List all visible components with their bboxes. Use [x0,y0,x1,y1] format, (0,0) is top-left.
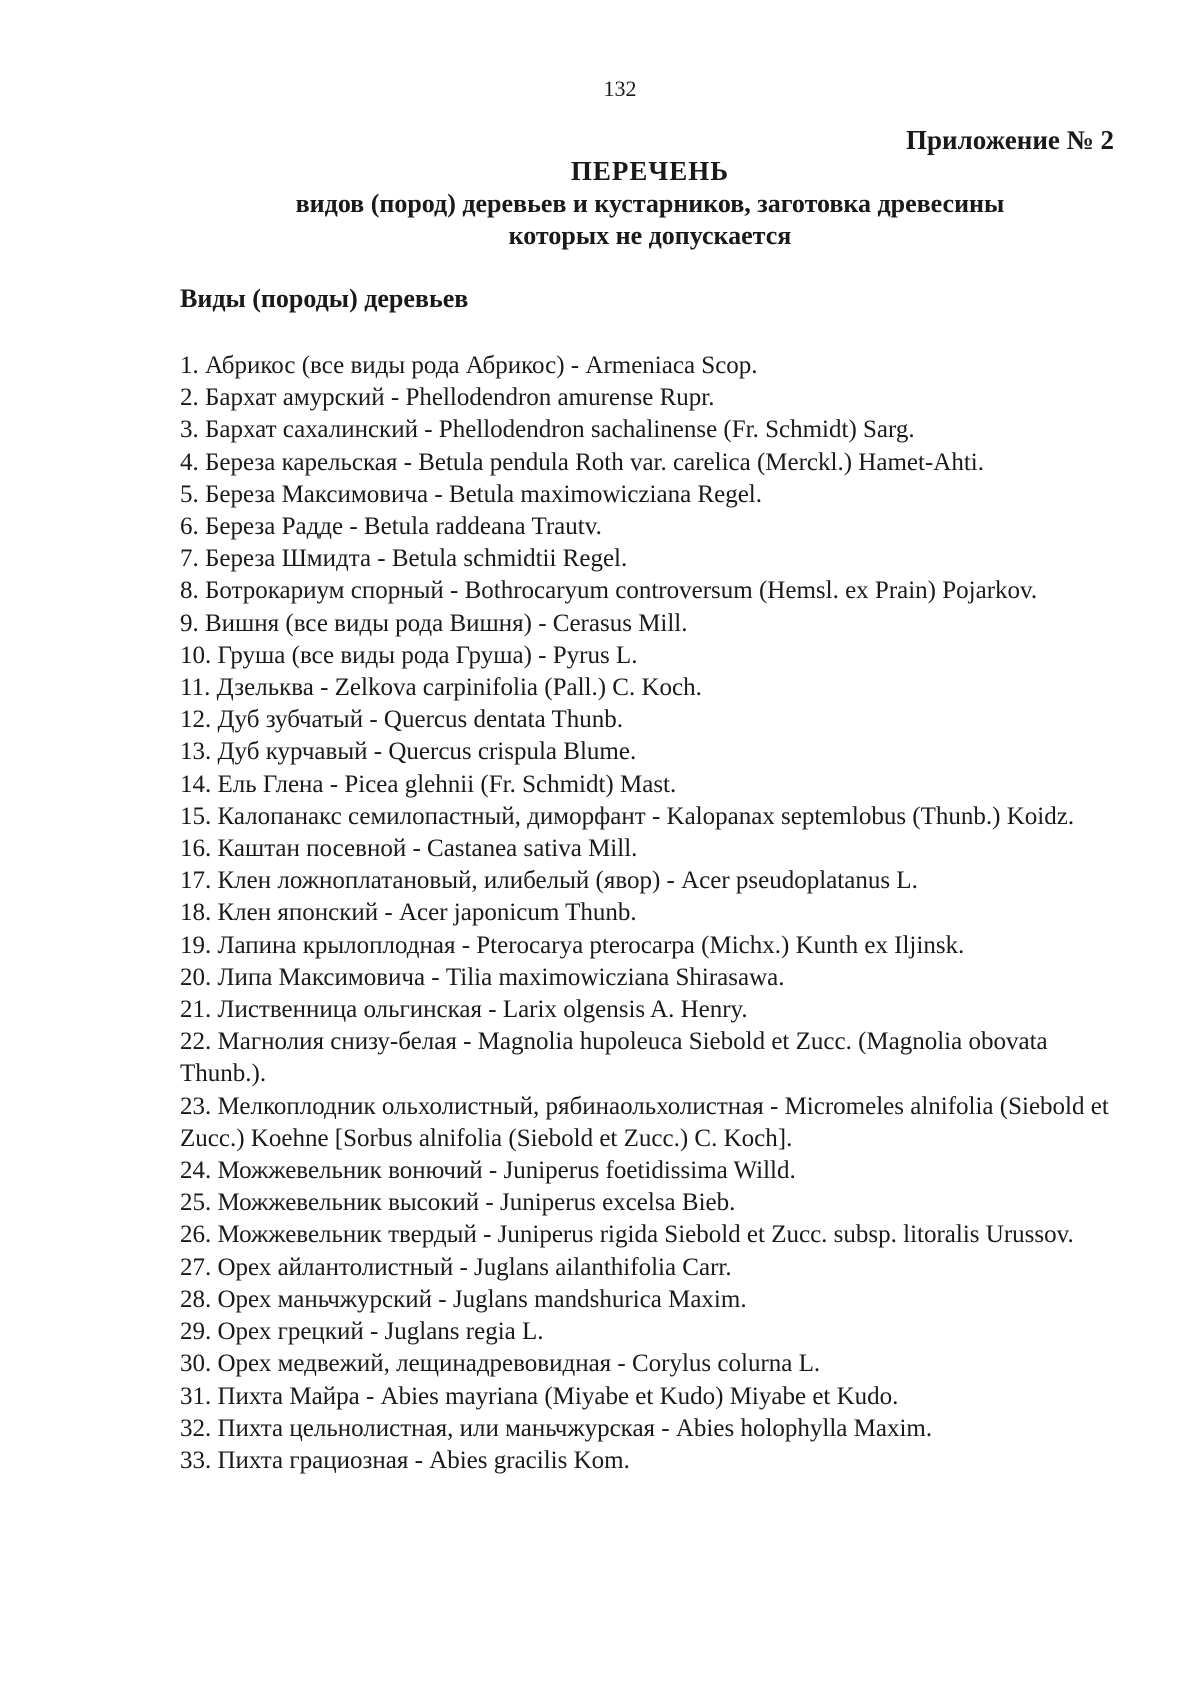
list-item: 13. Дуб курчавый - Quercus crispula Blume. [180,738,637,766]
list-item: 8. Ботрокариум спорный - Bothrocaryum controversum (Hemsl. ex Prain) Pojarkov. [180,577,1038,605]
list-item: 10. Груша (все виды рода Груша) - Pyrus L. [180,641,638,669]
list-item: 30. Орех медвежий, лещинадревовидная - Corylus colurna L. [180,1350,821,1378]
list-item: 5. Береза Максимовича - Betula maximowicziana Regel. [180,480,762,508]
list-item: 1. Абрикос (все виды рода Абрикос) - Armeniaca Scop. [180,352,758,379]
list-item: 24. Можжевельник вонючий - Juniperus foetidissima Willd. [180,1157,796,1185]
list-item: 32. Пихта цельнолистная, или маньчжурская - Abies holophylla Maxim. [180,1414,933,1442]
list-item: 26. Можжевельник твердый - Juniperus rigida Siebold et Zucc. subsp. litoralis Urussov. [180,1221,1074,1249]
list-item: 4. Береза карельская - Betula pendula Roth var. carelica (Merckl.) Hamet-Ahti. [180,448,984,476]
list-item: 14. Ель Глена - Picea glehnii (Fr. Schmidt) Mast. [180,770,677,798]
list-item: 29. Орех грецкий - Juglans regia L. [180,1318,544,1346]
list-item: 3. Бархат сахалинский - Phellodendron sachalinense (Fr. Schmidt) Sarg. [180,416,915,444]
list-item: 27. Орех айлантолистный - Juglans ailanthifolia Carr. [180,1253,732,1281]
list-item: 7. Береза Шмидта - Betula schmidtii Regel. [180,545,628,573]
species-list [180,350,1120,1477]
document-heading [180,154,1120,252]
list-item: 16. Каштан посевной - Castanea sativa Mill. [180,835,638,863]
list-item: 23. Мелкоплодник ольхолистный, рябинаольхолистная - Micromeles alnifolia (Siebold et Zucc.) Koehne [Sorbus alnifolia (Siebold et Zucc.) C. Koch]. [180,1092,1109,1152]
list-item: 28. Орех маньчжурский - Juglans mandshurica Maxim. [180,1285,747,1313]
list-item: 19. Лапина крылоплодная - Pterocarya pterocarpa (Michx.) Kunth ex Iljinsk. [180,931,965,959]
list-item: 15. Калопанакс семилопастный, диморфант - Kalopanax septemlobus (Thunb.) Koidz. [180,802,1075,830]
section-title: Виды (породы) деревьев [180,284,469,313]
heading-line-1: видов (пород) деревьев и кустарников, заготовка древесины [295,189,1005,218]
list-item: 25. Можжевельник высокий - Juniperus excelsa Bieb. [180,1189,736,1217]
list-item: 21. Лиственница ольгинская - Larix olgensis A. Henry. [180,996,748,1024]
list-item: 20. Липа Максимовича - Tilia maximowicziana Shirasawa. [180,963,785,991]
heading-title: ПЕРЕЧЕНЬ [570,156,730,186]
page-number: 132 [603,76,637,101]
list-item: 2. Бархат амурский - Phellodendron amurense Rupr. [180,384,715,412]
list-item: 31. Пихта Майра - Abies mayriana (Miyabe et Kudo) Miyabe et Kudo. [180,1382,899,1410]
list-item: 6. Береза Радде - Betula raddeana Trautv. [180,513,602,541]
list-item: 33. Пихта грациозная - Abies gracilis Kom. [180,1446,630,1474]
list-item: 9. Вишня (все виды рода Вишня) - Cerasus Mill. [180,609,688,637]
list-item: 18. Клен японский - Acer japonicum Thunb. [180,899,637,927]
appendix-label: Приложение № 2 [906,125,1114,155]
list-item: 22. Магнолия снизу-белая - Magnolia hupoleuca Siebold et Zucc. (Magnolia obovata Thunb.). [180,1028,1048,1088]
list-item: 12. Дуб зубчатый - Quercus dentata Thunb. [180,706,623,734]
heading-line-2: которых не допускается [508,221,792,250]
list-item: 17. Клен ложноплатановый, илибелый (явор) - Acer pseudoplatanus L. [180,867,918,895]
list-item: 11. Дзельква - Zelkova carpinifolia (Pall.) C. Koch. [180,674,702,702]
